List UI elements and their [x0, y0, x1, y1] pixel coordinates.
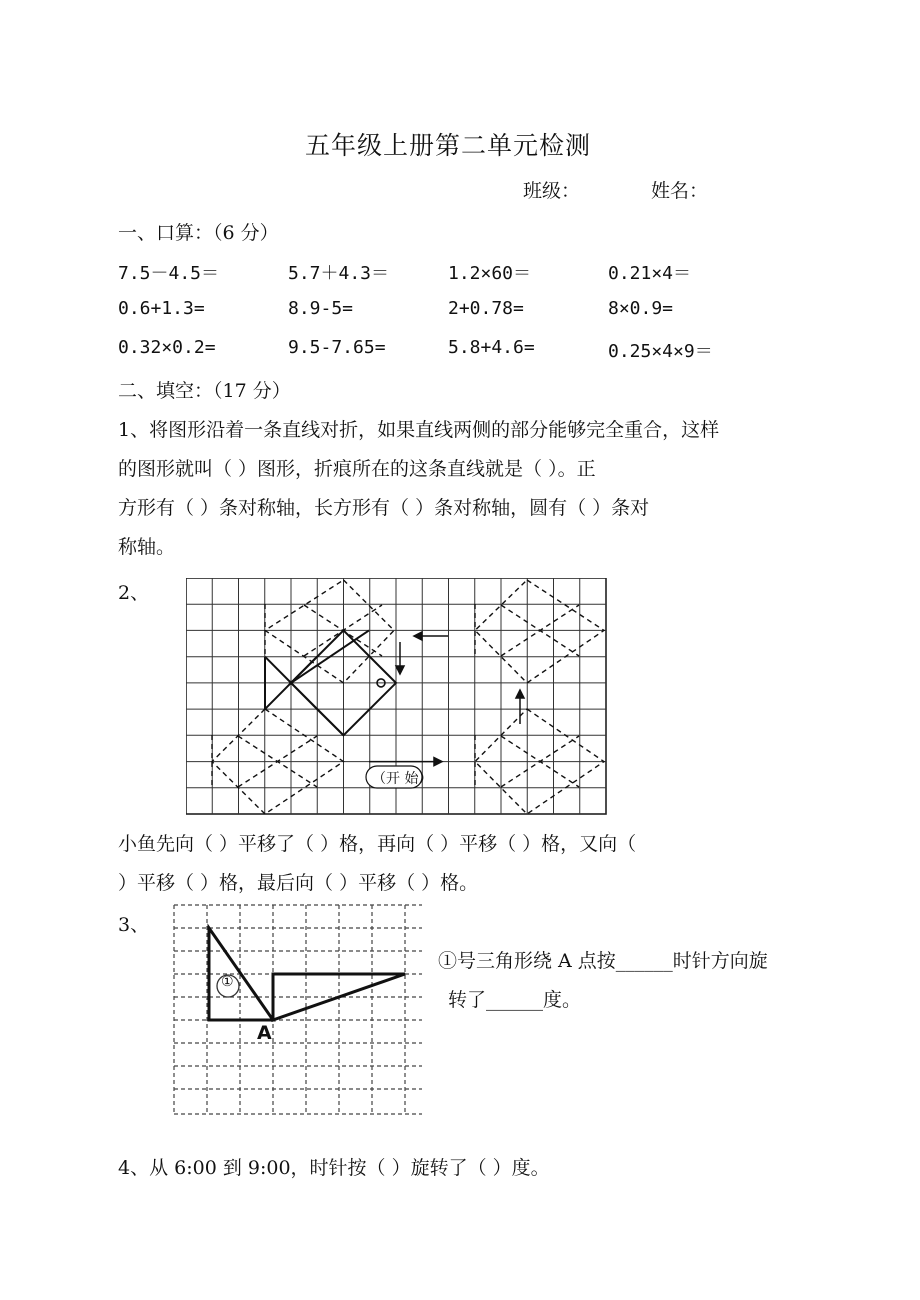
section1-heading: 一、口算：（6 分） [118, 222, 279, 244]
q2-line: 小鱼先向（ ）平移了（ ）格，再向（ ）平移（ ）格，又向（ [118, 833, 637, 855]
calc-item: 2+0.78= [448, 298, 524, 319]
class-label: 班级： [523, 180, 581, 202]
calc-item: 5.8+4.6= [448, 337, 535, 358]
calc-item: 7.5－4.5＝ [118, 263, 220, 284]
q1-line: 称轴。 [118, 536, 176, 558]
point-a-label: A [257, 1022, 272, 1044]
calc-item: 0.32×0.2= [118, 337, 216, 358]
name-label: 姓名： [651, 180, 709, 202]
triangle-label: ① [221, 974, 234, 990]
calc-item: 5.7＋4.3＝ [288, 263, 390, 284]
calc-item: 1.2×60＝ [448, 263, 532, 284]
q1-line: 的图形就叫（ ）图形，折痕所在的这条直线就是（ ）。正 [118, 458, 596, 480]
calc-item: 9.5-7.65= [288, 337, 386, 358]
q3-line: ①号三角形绕 A 点按______时针方向旋 [438, 950, 768, 972]
calc-item: 0.25×4×9＝ [608, 341, 713, 362]
calc-item: 0.6+1.3= [118, 298, 205, 319]
q4-line: 4、从 6:00 到 9:00，时针按（ ）旋转了（ ）度。 [118, 1157, 550, 1179]
q3-line: 转了______度。 [448, 989, 582, 1011]
calc-item: 8×0.9= [608, 298, 674, 319]
q1-line: 1、将图形沿着一条直线对折，如果直线两侧的部分能够完全重合，这样 [118, 419, 720, 441]
q3-number: 3、 [118, 914, 150, 936]
section2-heading: 二、填空：（17 分） [118, 380, 291, 402]
calc-item: 8.9-5= [288, 298, 354, 319]
rotation-grid-figure [172, 903, 424, 1117]
start-label: （开 始） [372, 771, 433, 787]
q2-number: 2、 [118, 582, 150, 604]
page-title: 五年级上册第二单元检测 [305, 131, 592, 160]
q1-line: 方形有（ ）条对称轴，长方形有（ ）条对称轴，圆有（ ）条对 [118, 497, 650, 519]
q2-line: ）平移（ ）格，最后向（ ）平移（ ）格。 [118, 872, 479, 894]
calc-item: 0.21×4＝ [608, 263, 692, 284]
